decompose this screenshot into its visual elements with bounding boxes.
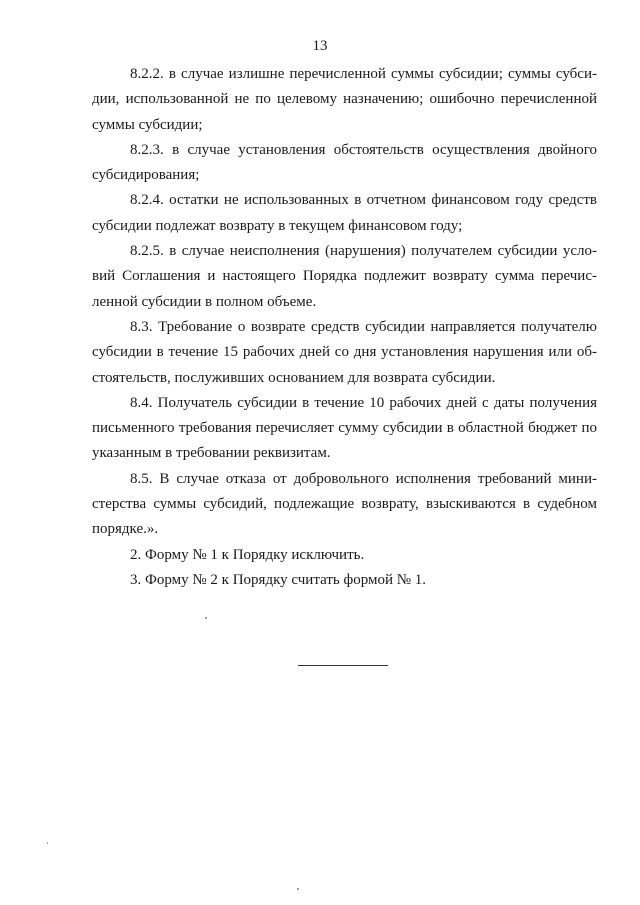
- paragraph-8-3: 8.3. Требование о возврате средств субсидии направляется получателю субсидии в течение 15 рабочих дней со дня установления нарушения или обстоятельств, послуживших основанием для возврата субсидии.: [92, 318, 597, 386]
- paragraph-8-2-5: 8.2.5. в случае неисполнения (нарушения) получателем субсидии условий Соглашения и настоящего Порядка подлежит возврату сумма перечисленной субсидии в полном объеме.: [92, 243, 597, 310]
- document-body: [92, 62, 597, 593]
- paragraph-8-2-3: 8.2.3. в случае установления обстоятельств осуществления двойного субсидирования;: [92, 141, 597, 184]
- paragraph-8-2-4: 8.2.4. остатки не использованных в отчетном финансовом году средств субсидии подлежат возврату в текущем финансовом году;: [92, 192, 597, 234]
- scan-speck: [205, 617, 207, 619]
- paragraph-8-5: 8.5. В случае отказа от добровольного исполнения требований министерства суммы субсидий, подлежащие возврату, взыскиваются в судебном порядке.».: [92, 470, 597, 538]
- paragraph-8-4: 8.4. Получатель субсидии в течение 10 рабочих дней с даты получения письменного требования перечисляет сумму субсидии в областной бюджет по указанным в требовании реквизитам.: [92, 394, 597, 462]
- paragraph-2: 2. Форму № 1 к Порядку исключить.: [130, 546, 365, 563]
- paragraph-8-2-2: 8.2.2. в случае излишне перечисленной суммы субсидии; суммы субсидии, использованной не по целевому назначению; ошибочно перечисленной суммы субсидии;: [92, 66, 597, 133]
- end-separator-line: [298, 665, 388, 666]
- scan-speck: [47, 842, 48, 844]
- paragraph-3: 3. Форму № 2 к Порядку считать формой № 1.: [130, 571, 427, 588]
- page-number: 13: [312, 38, 328, 54]
- scan-speck: [297, 888, 299, 890]
